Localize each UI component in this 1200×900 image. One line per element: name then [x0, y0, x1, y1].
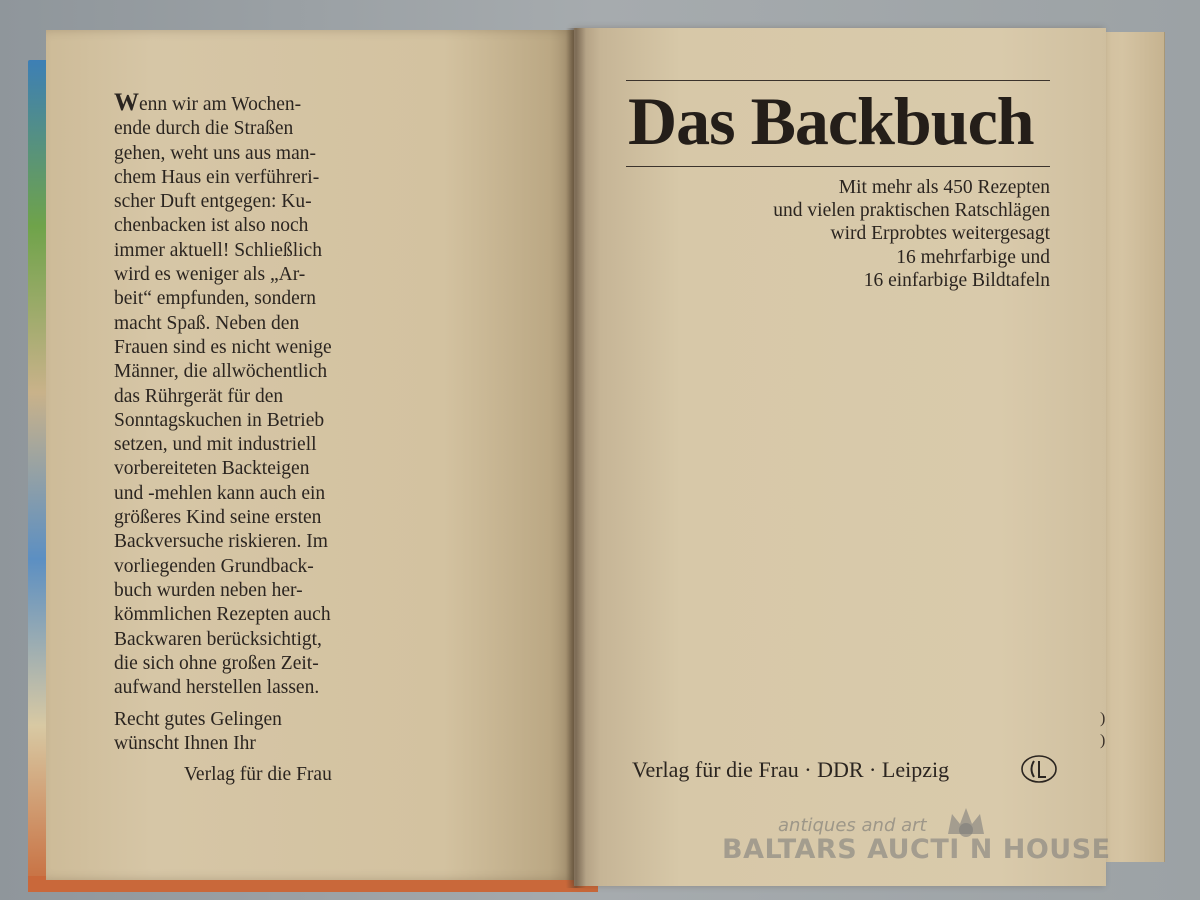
foreword-line: kömmlichen Rezepten auch [114, 604, 331, 626]
foreword-line: macht Spaß. Neben den [114, 312, 300, 334]
greeting-line: Recht gutes Gelingen [114, 709, 282, 730]
book-subtitle [700, 176, 1050, 292]
publisher-signature: Verlag für die Frau [184, 764, 332, 785]
page-edge-marks: ) ) [1100, 710, 1106, 749]
foreword-text [114, 89, 384, 700]
subtitle-line: Mit mehr als 450 Rezepten [838, 177, 1050, 198]
publisher-imprint: Verlag für die Frau · DDR · Leipzig [632, 757, 950, 782]
subtitle-line: 16 einfarbige Bildtafeln [863, 269, 1050, 291]
greeting-line: wünscht Ihnen Ihr [114, 733, 256, 755]
foreword-line: vorbereiteten Backteigen [114, 458, 310, 480]
foreword-line: wird es weniger als „Ar- [114, 264, 306, 286]
foreword-line: gehen, weht uns aus man- [114, 142, 316, 164]
foreword-line: aufwand herstellen lassen. [114, 677, 320, 699]
foreword-line: und -mehlen kann auch ein [114, 482, 326, 504]
publisher-logo-icon [1020, 754, 1058, 784]
book-title: Das Backbuch [628, 83, 1034, 159]
foreword-line: beit“ empfunden, sondern [114, 288, 316, 310]
foreword-line: das Rührgerät für den [114, 385, 284, 407]
watermark-tagline: antiques and art [778, 815, 927, 836]
foreword-line: größeres Kind seine ersten [114, 507, 322, 529]
foreword-line: setzen, und mit industriell [114, 434, 317, 456]
subtitle-line: und vielen praktischen Ratschlägen [773, 200, 1050, 222]
foreword-line: die sich ohne großen Zeit- [114, 652, 319, 674]
title-rule-bottom [626, 166, 1050, 167]
foreword-line: chenbacken ist also noch [114, 215, 309, 237]
foreword-line: immer aktuell! Schließlich [114, 239, 322, 261]
foreword-line: scher Duft entgegen: Ku- [114, 191, 312, 213]
foreword-line: ende durch die Straßen [114, 118, 294, 140]
book-cover-edge [28, 60, 48, 892]
book-gutter [566, 28, 586, 888]
subtitle-line: 16 mehrfarbige und [896, 246, 1050, 268]
greeting [114, 708, 282, 757]
foreword-line: Backversuche riskieren. Im [114, 531, 328, 553]
foreword-line: Sonntagskuchen in Betrieb [114, 409, 325, 431]
foreword-line: chem Haus ein verführeri- [114, 166, 320, 188]
subtitle-line: wird Erprobtes weitergesagt [830, 223, 1050, 245]
watermark-text: BALTARS AUCTI N HOUSE [722, 834, 1111, 865]
title-rule-top [626, 80, 1050, 81]
foreword-line: Backwaren berücksichtigt, [114, 628, 322, 650]
dropcap: W [114, 89, 139, 116]
foreword-line: Frauen sind es nicht wenige [114, 336, 332, 358]
foreword-line: vorliegenden Grundback- [114, 555, 314, 577]
foreword-line: Wenn wir am Wochen- [114, 89, 302, 116]
foreword-line: Männer, die allwöchentlich [114, 361, 328, 383]
foreword-line: buch wurden neben her- [114, 579, 303, 601]
